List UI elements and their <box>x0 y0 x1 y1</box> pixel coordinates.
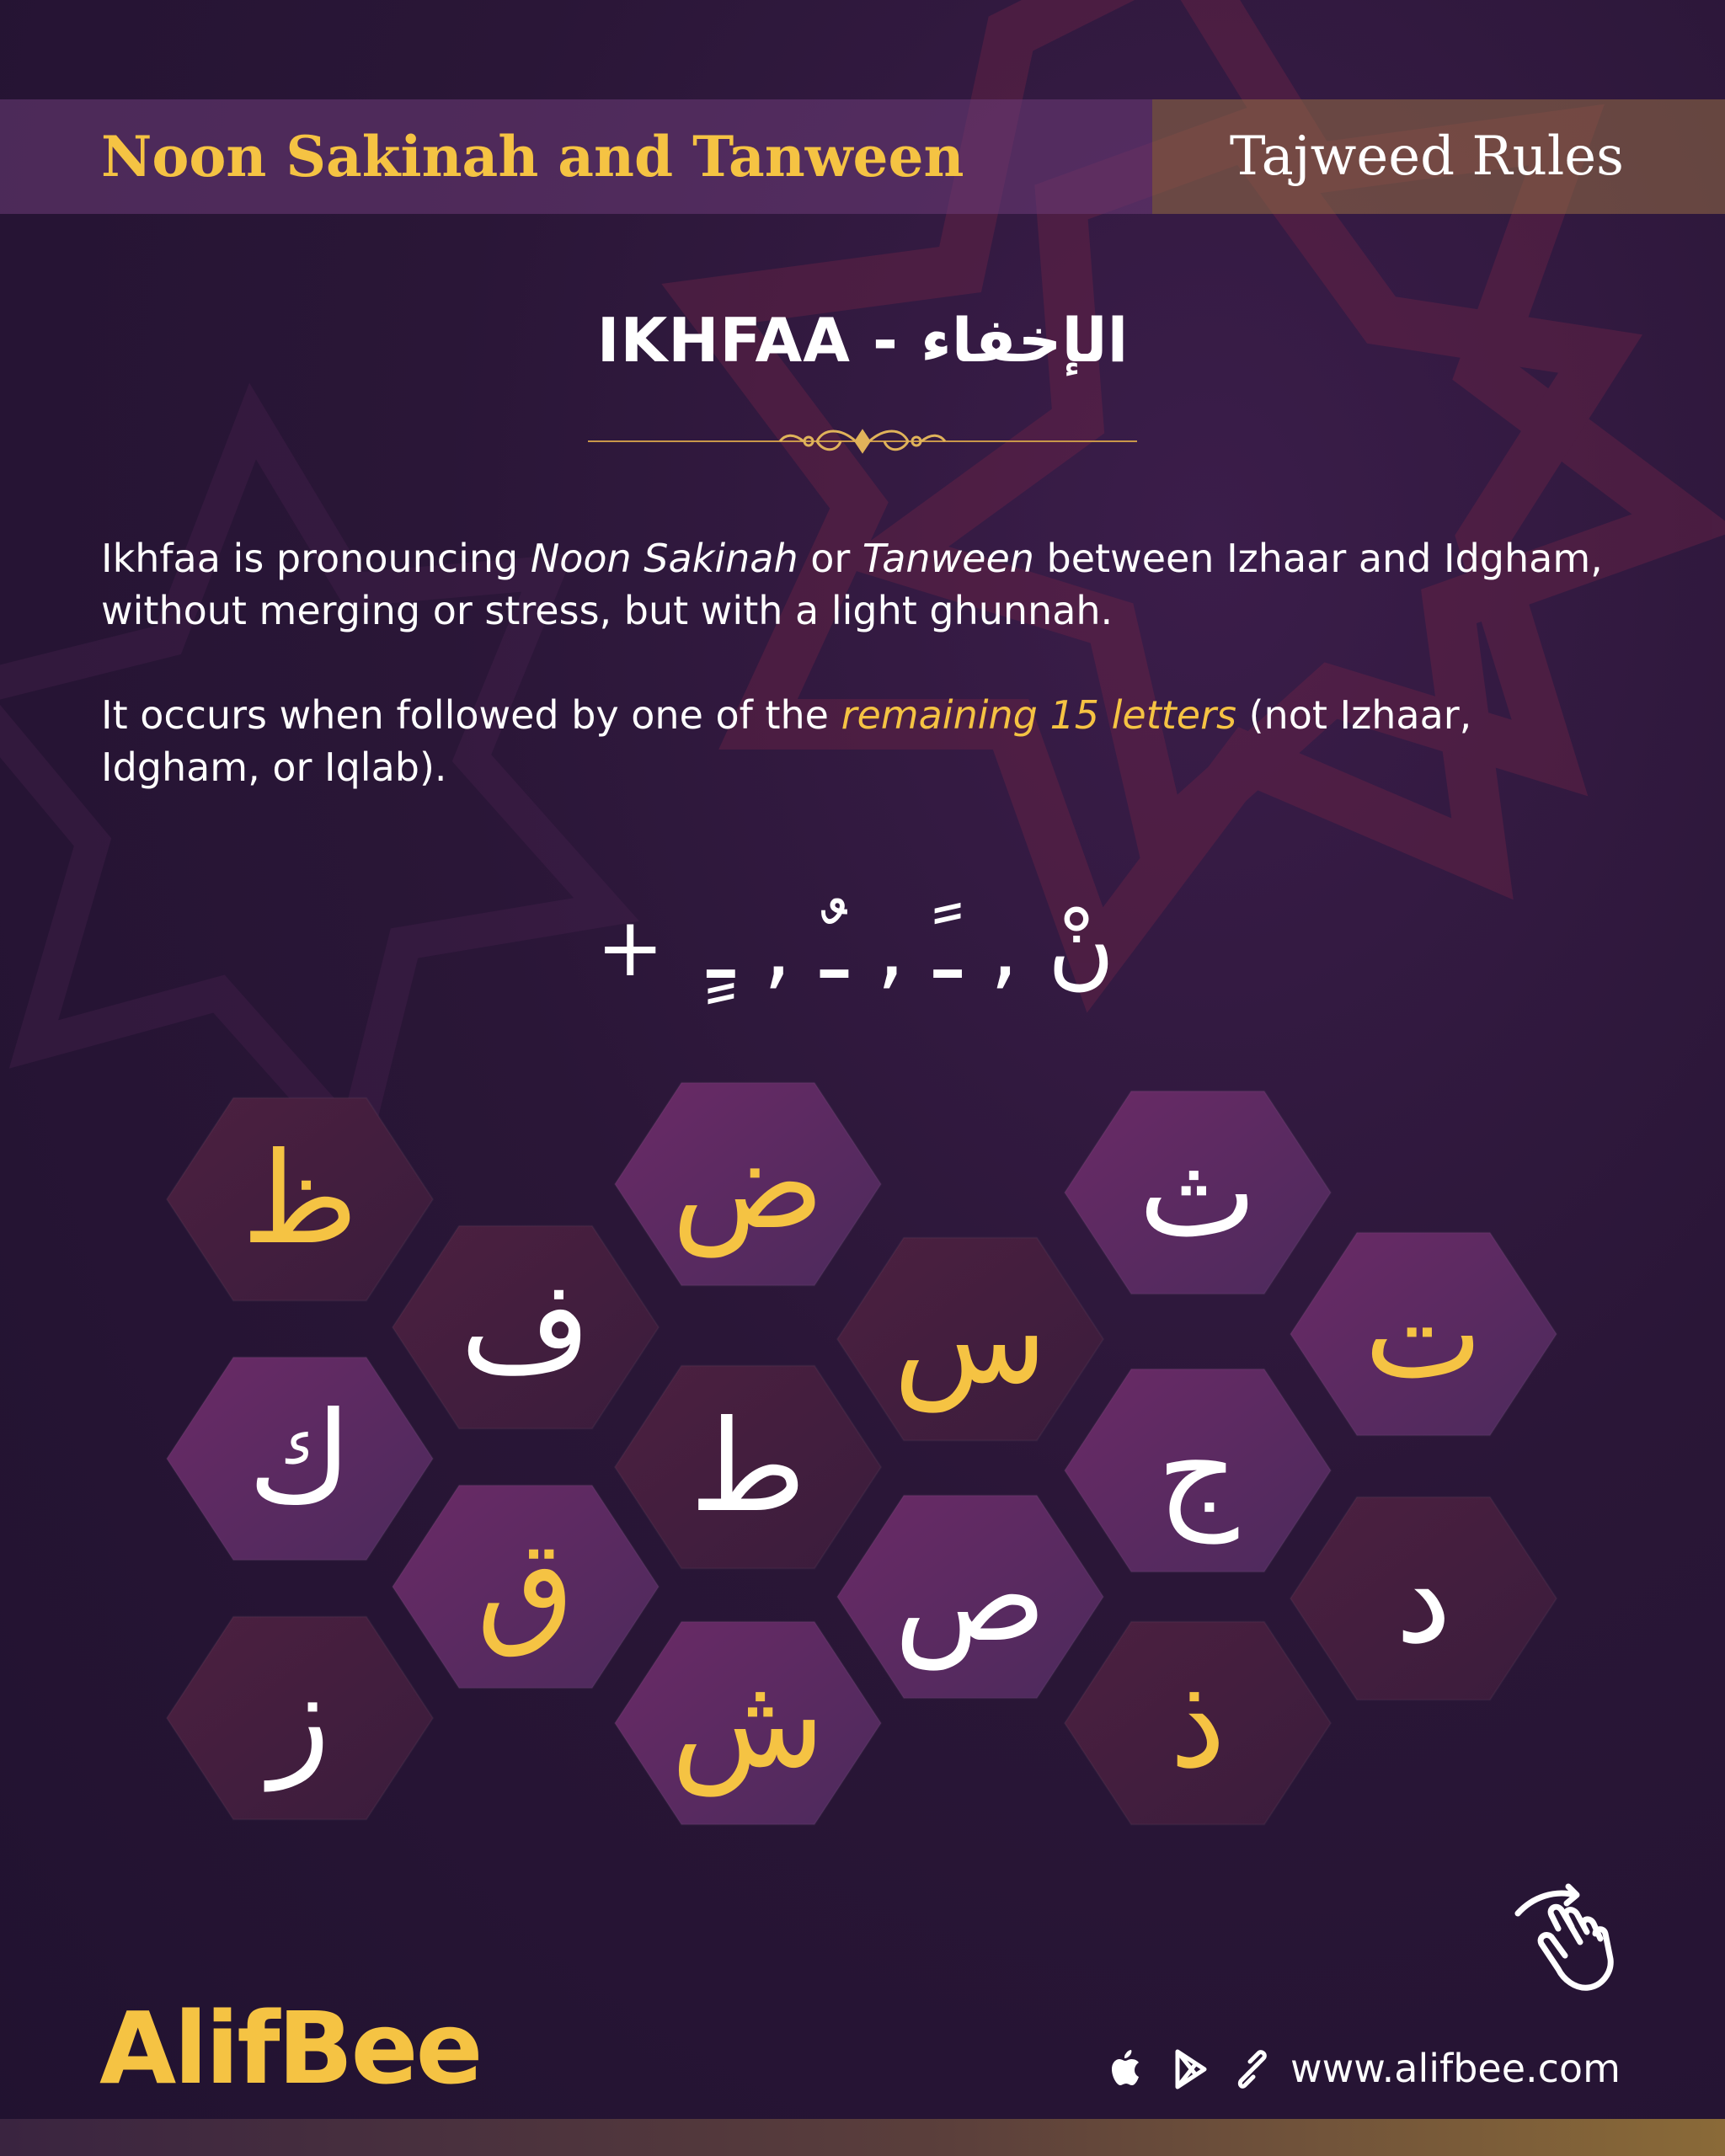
description-text: between Izhaar and Idgham, without merging or stress, but with a light ghunnah. <box>101 536 1603 633</box>
letter-hex <box>1065 1369 1331 1572</box>
arabic-letter: ض <box>671 1111 825 1257</box>
arabic-letter: ث <box>1138 1119 1258 1266</box>
term-tanween: Tanween <box>862 536 1034 581</box>
description-paragraph <box>101 532 1626 637</box>
description-text: or <box>798 536 862 581</box>
arabic-letter: ص <box>894 1524 1047 1670</box>
header-tag: Tajweed Rules <box>1229 125 1624 188</box>
arabic-letter: ش <box>670 1650 825 1796</box>
arabic-letter: ق <box>476 1513 575 1660</box>
noon-tanween-symbols: نْ , ـً , ـٌ , ـٍ <box>708 894 1115 1000</box>
play-store-icon[interactable] <box>1167 2047 1213 2092</box>
arabic-letter: ط <box>689 1394 807 1540</box>
apple-icon[interactable] <box>1103 2047 1149 2092</box>
letter-hex <box>837 1238 1103 1441</box>
letter-hex <box>1065 1091 1331 1294</box>
arabic-letter: ج <box>1156 1397 1239 1544</box>
letter-hex <box>393 1226 659 1429</box>
arabic-letter: س <box>893 1266 1048 1412</box>
arabic-letter: ذ <box>1169 1650 1226 1796</box>
arabic-letter: ت <box>1364 1261 1483 1407</box>
header-band <box>0 99 1725 214</box>
letter-hex <box>167 1098 433 1301</box>
ornamental-divider <box>588 423 1137 460</box>
formula-row <box>0 893 1725 1011</box>
letter-hex <box>1065 1622 1331 1825</box>
arabic-letter: ظ <box>241 1126 359 1273</box>
link-icon[interactable] <box>1230 2047 1275 2092</box>
footer-bar <box>0 2119 1725 2156</box>
occurrence-text: (not Izhaar, Idgham, or Iqlab). <box>101 692 1472 790</box>
letter-hex <box>837 1496 1103 1699</box>
letter-hex <box>167 1617 433 1820</box>
letters-hex-grid <box>0 1070 1725 1861</box>
occurrence-text: It occurs when followed by one of the <box>101 692 841 738</box>
tap-hand-icon <box>1508 1878 1642 1996</box>
highlight-remaining-letters: remaining 15 letters <box>841 692 1236 738</box>
letter-hex <box>615 1622 881 1825</box>
letter-hex <box>615 1083 881 1286</box>
plus-sign: + <box>596 900 665 995</box>
letter-hex <box>393 1486 659 1689</box>
description-text: Ikhfaa is pronouncing <box>101 536 531 581</box>
occurrence-paragraph <box>101 689 1626 793</box>
term-noon-sakinah: Noon Sakinah <box>530 536 798 581</box>
letter-hex <box>1290 1497 1557 1700</box>
arabic-letter: ف <box>460 1254 591 1401</box>
letter-hex <box>1290 1233 1557 1436</box>
arabic-letter: ز <box>269 1645 331 1791</box>
rule-heading: IKHFAA - الإخفاء <box>596 305 1129 376</box>
arabic-letter: د <box>1395 1525 1452 1672</box>
letter-hex <box>615 1366 881 1569</box>
letter-hex <box>167 1358 433 1561</box>
arabic-letter: ك <box>248 1385 352 1532</box>
website-link[interactable]: www.alifbee.com <box>1290 2046 1621 2091</box>
alifbee-logo: AlifBee <box>99 1990 481 2106</box>
header-title: Noon Sakinah and Tanween <box>101 124 964 189</box>
